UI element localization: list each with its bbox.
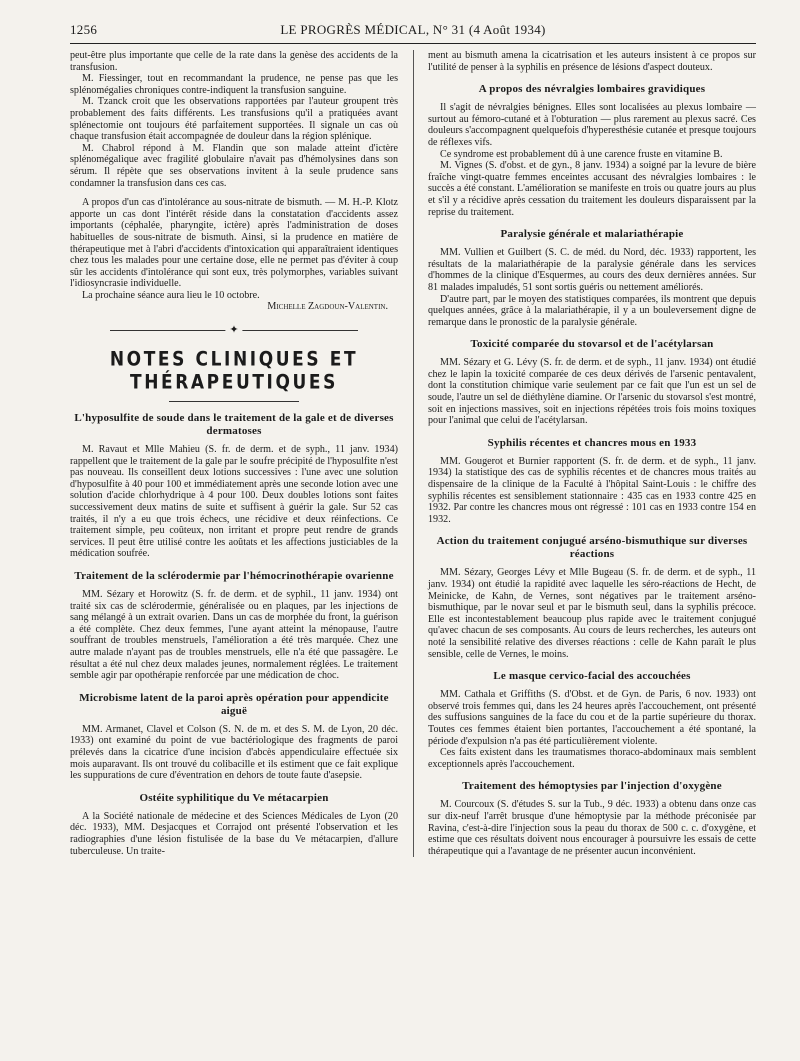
page-number: 1256 [70, 22, 98, 37]
paragraph: MM. Sézary, Georges Lévy et Mlle Bugeau (S. fr. de derm. et de syph., 11 janv. 1934) ont étudié la rapidité avec laquelle les séro-réactions de Hecht, de Meinicke, de Kahn, de Vernes, sont négatives par le traitement arséno-bismuthique, par le novar seul et par le bismuth seul, dans la syphilis précoce. Elle est incontestablement beaucoup plus rapide avec le traitement conjugué qu'avec chacun de ses composants. Au cours de leurs recherches, les auteurs ont noté la sensibilité relative des diverses réactions : celle de Kahn paraît le plus sensible, celle de Vernes, le moins. [428, 567, 756, 660]
paragraph: MM. Cathala et Griffiths (S. d'Obst. et de Gyn. de Paris, 6 nov. 1933) ont observé trois femmes qui, dans les 24 heures après l'accouchement, ont présenté des suffusions sanguines de la face du cou et de la partie supérieure du thorax. Toutes ces femmes étaient bien portantes, l'accouchement a été spontané, la période d'expulsion n'a pas été particulièrement violente. [428, 689, 756, 747]
running-header [70, 22, 756, 38]
paragraph: La prochaine séance aura lieu le 10 octobre. [82, 289, 260, 301]
article-heading: A propos des névralgies lombaires gravidiques [478, 83, 706, 96]
article-heading: L'hyposulfite de soude dans le traitement de la gale et de diverses dermatoses [74, 412, 394, 438]
article-heading: Traitement de la sclérodermie par l'hémocrinothérapie ovarienne [74, 570, 394, 582]
paragraph: Ce syndrome est probablement dû à une carence fruste en vitamine B. [440, 148, 723, 160]
paragraph: D'autre part, par le moyen des statistiques comparées, ils montrent que depuis quelques années, grâce à la malariathérapie, il y a un bouleversement digne de remarque dans le pronostic de la paralysie générale. [428, 293, 756, 328]
article-heading: Le masque cervico-facial des accouchées [493, 670, 691, 683]
section-banner-title: NOTES CLINIQUES ET THÉRAPEUTIQUES [109, 348, 359, 395]
article-heading: Microbisme latent de la paroi après opération pour appendicite aiguë [79, 691, 389, 717]
article-heading: Syphilis récentes et chancres mous en 1933 [487, 436, 697, 449]
paragraph: M. Vignes (S. d'obst. et de gyn., 8 janv. 1934) a soigné par la levure de bière fraîche vingt-quatre femmes enceintes accusant des névralgies lombaires : le succès a été constant. L'amélioration se manifeste en trois ou quatre jours au plus et s'il y a récidive après cessation du traitement les douleurs disparaissent par la reprise du traitement. [428, 160, 756, 218]
paragraph: MM. Sézary et G. Lévy (S. fr. de derm. et de syph., 11 janv. 1934) ont étudié chez le lapin la toxicité comparée de ces deux dérivés de l'arsenic pentavalent, dont la constitution chimique varie seulement par ce fait que l'un est un sel de soude, l'autre un sel de diéthylène diamine. Or l'arsenic du stovarsol s'est montré, soit en injections massives, soit en injections répétées trois fois moins toxiques pour l'animal que celui de l'acétylarsan. [428, 357, 756, 427]
article-heading: Paralysie générale et malariathérapie [500, 228, 684, 241]
paragraph: peut-être plus importante que celle de la rate dans la genèse des accidents de la transfusion. [70, 50, 398, 73]
paragraph: M. Ravaut et Mlle Mahieu (S. fr. de derm. et de syph., 11 janv. 1934) rappellent que le traitement de la gale par le soufre précipité de l'hyposulfite n'est pas nouveau. Ils conseillent deux lotions successives : l'une avec une solution d'hyposulfite à 40 pour 100 et immédiatement après une seconde lotion avec une solution d'acide chlorhydrique à 4 pour 100. Deux doubles lotions sont faites successivement deux matins de suite et suffisent à guérir la gale. Sur 52 cas traités, il n'y a eu que trois échecs, une récidive et deux réinfections. Ce traitement simple, peu coûteux, non irritant et propre peut rendre de grands services. Il peut être utilisé contre les aoûtats et les affections justiciables de la médication soufrée. [70, 444, 398, 560]
paragraph: MM. Armanet, Clavel et Colson (S. N. de m. et des S. M. de Lyon, 20 déc. 1933) ont examiné du point de vue bactériologique des fragments de paroi prélevés dans la cicatrice d'une incision d'abcès appendiculaire effectuée six mois auparavant. Ils ont trouvé du colibacille et ils estiment que ce fait explique les suppurations de cure d'éventration en dehors de toute faute d'asepsie. [70, 723, 398, 782]
column-divider [413, 50, 414, 857]
article-heading: Toxicité comparée du stovarsol et de l'acétylarsan [470, 338, 714, 351]
paragraph: Ces faits existent dans les traumatismes thoraco-abdominaux mais semblent exceptionnels après l'accouchement. [428, 747, 756, 770]
paragraph: M. Fiessinger, tout en recommandant la prudence, ne pense pas que les splénomégalies chroniques contre-indiquent la transfusion sanguine. [70, 73, 398, 96]
author-signature: Michelle Zagdoun-Valentin. [267, 301, 388, 313]
paragraph: MM. Vullien et Guilbert (S. C. de méd. du Nord, déc. 1933) rapportent, les résultats de la malariathérapie de la paralysie générale dans les services d'hommes de la clinique d'Esquermes, au cours des deux dernières années. Sur 81 malades impaludés, 51 sont sortis guéris ou nettement améliorés. [428, 247, 756, 293]
paragraph: MM. Sézary et Horowitz (S. fr. de derm. et de syphil., 11 janv. 1934) ont traité six cas de sclérodermie, généralisée ou en plaques, par les injections de sang mélangé à un extrait ovarien. Dans un cas de morphée du front, la guérison a été complète. Chez deux femmes, l'une ayant atteint la ménopause, l'autre souffrant de troubles menstruels, l'amélioration a été très marquée. Chez une autre malade n'ayant pas de troubles menstruels, elle n'a été que passagère. Le résultat a été nul chez deux malades jeunes, normalement réglées. Le traitement semble agir par opothérapie renforcée par une médication de choc. [70, 589, 398, 682]
title-rule [169, 401, 299, 402]
section-ornament [70, 323, 398, 337]
article-heading: Action du traitement conjugué arséno-bismuthique sur diverses réactions [436, 535, 748, 561]
running-title: LE PROGRÈS MÉDICAL, N° 31 (4 Août 1934) [280, 22, 546, 37]
two-column-body [70, 50, 756, 857]
paragraph: M. Courcoux (S. d'études S. sur la Tub., 9 déc. 1933) a obtenu dans onze cas sur dix-neuf l'arrêt brusque d'une hémoptysie par la méthode préconisée par Ravina, c'est-à-dire l'injection sous la peau du thorax de 500 c. c. d'oxygène, et estime que ces résultats doivent nous encourager à poursuivre les essais de cette thérapeutique qui a l'avantage de ne présenter aucun inconvénient. [428, 799, 756, 857]
article-heading: Traitement des hémoptysies par l'injection d'oxygène [462, 780, 722, 793]
paragraph: M. Chabrol répond à M. Flandin que son malade atteint d'ictère splénomégalique avec fragilité globulaire n'avait pas d'hémolysines dans son sérum. Il répète que ses observations invitent à la seule prudence sans condamner la transfusion dans ces cas. [70, 142, 398, 189]
header-rule [70, 43, 756, 44]
paragraph: Il s'agit de névralgies bénignes. Elles sont localisées au plexus lombaire — surtout au fémoro-cutané et à l'obturation — plus rarement au plexus sacré. Ces douleurs s'accompagnent quelquefois d'hyperesthésie cutanée et presque toujours de réflexes vifs. [428, 102, 756, 148]
paragraph: ment au bismuth amena la cicatrisation et les auteurs insistent à ce propos sur l'utilité de penser à la syphilis en présence de lésions d'aspect douteux. [428, 50, 756, 73]
ornament-icon: ✦ [225, 324, 242, 336]
article-heading: Ostéite syphilitique du Ve métacarpien [139, 791, 329, 804]
paragraph: M. Tzanck croit que les observations rapportées par l'auteur groupent très probablement des faits différents. Les transfusions qu'il a pratiquées avant splénectomie ont toujours été parfaitement supportées. Il signale un cas où chaque transfusion était accompagnée de douleur dans la région splénique. [70, 96, 398, 143]
paragraph-bismuth: A propos d'un cas d'intolérance au sous-nitrate de bismuth. — M. H.-P. Klotz apporte un cas dont l'intérêt réside dans la constatation d'accidents assez importants (céphalée, pharyngite, ictère) après l'administration de doses habituelles de sous-nitrate de bismuth. Ainsi, si la prudence en matière de thérapeutique met à l'abri d'accidents d'intoxication qui apparaîtraient identiques chez tous les malades pour une certaine dose, elle ne permet pas d'éviter à coup sûr les accidents d'intolérance qui sont eux, très polymorphes, variables suivant l'idiosyncrasie individuelle. [70, 197, 398, 290]
right-column [428, 50, 756, 857]
paragraph: MM. Gougerot et Burnier rapportent (S. fr. de derm. et de syph., 11 janv. 1934) la statistique des cas de syphilis récentes et de chancres mous traités au dispensaire de la clinique de la Faculté à l'hôpital Saint-Louis : le chiffre des syphilis récentes est sensiblement stationnaire : 435 cas en 1933 contre 425 en 1932. Par contre les chancres mous ont régressé : 101 cas en 1933 contre 154 en 1932. [428, 455, 756, 525]
paragraph: A la Société nationale de médecine et des Sciences Médicales de Lyon (20 déc. 1933), MM. Desjacques et Corrajod ont présenté l'observation et les radiographies d'une lésion fistulisée de la base du Ve métacarpien, d'allure tuberculeuse. Un traite- [70, 810, 398, 857]
left-column [70, 50, 398, 857]
